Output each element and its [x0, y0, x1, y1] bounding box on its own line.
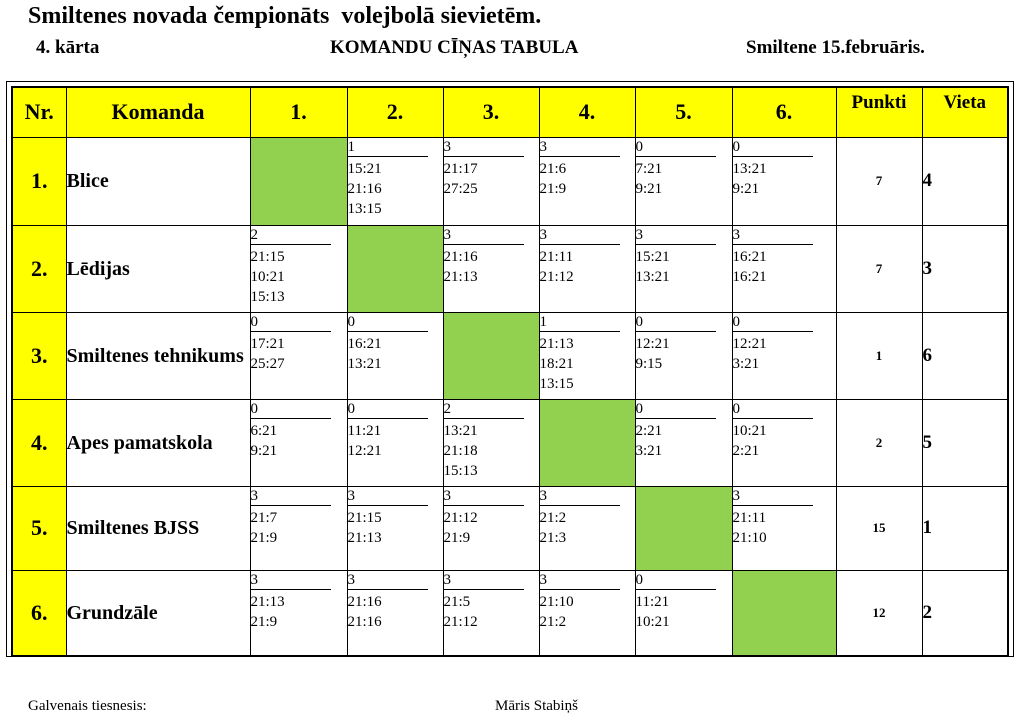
diagonal-cell — [347, 225, 443, 312]
place-date: Smiltene 15.februāris. — [746, 37, 925, 58]
set-score: 13:15 — [539, 375, 574, 392]
team-name: Grundzāle — [66, 570, 250, 656]
set-score: 13:21 — [443, 422, 478, 439]
set-score: 21:7 — [250, 509, 278, 526]
match-score: 3 — [733, 487, 813, 506]
match-result — [732, 225, 836, 312]
table-row — [12, 486, 1008, 570]
team-place: 1 — [922, 486, 1008, 570]
set-score: 16:21 — [732, 268, 767, 285]
match-score: 3 — [444, 226, 524, 245]
header-team: Komanda — [66, 87, 250, 137]
set-score: 21:13 — [539, 335, 574, 352]
set-score: 15:13 — [250, 288, 285, 305]
set-score: 13:21 — [347, 355, 382, 372]
set-score: 21:9 — [250, 613, 278, 630]
team-place: 4 — [922, 137, 1008, 225]
header-col-1: 1. — [250, 87, 347, 137]
team-place: 3 — [922, 225, 1008, 312]
match-result — [250, 312, 347, 399]
match-score: 2 — [251, 226, 331, 245]
set-score: 21:16 — [347, 613, 382, 630]
match-result — [539, 312, 635, 399]
match-score: 0 — [636, 400, 716, 419]
diagonal-cell — [443, 312, 539, 399]
match-result — [250, 225, 347, 312]
set-score: 16:21 — [732, 248, 767, 265]
match-score: 1 — [348, 138, 428, 157]
diagonal-cell — [250, 137, 347, 225]
match-result — [347, 399, 443, 486]
match-score: 3 — [348, 487, 428, 506]
set-score: 25:27 — [250, 355, 285, 372]
set-score: 27:25 — [443, 180, 478, 197]
set-score: 21:12 — [443, 613, 478, 630]
match-score: 0 — [636, 571, 716, 590]
judge-name: Māris Stabiņš — [495, 698, 578, 714]
match-score: 0 — [636, 313, 716, 332]
set-score: 9:15 — [635, 355, 663, 372]
header-col-3: 3. — [443, 87, 539, 137]
set-score: 21:13 — [443, 268, 478, 285]
match-result — [635, 399, 732, 486]
match-score: 0 — [733, 138, 813, 157]
row-number: 1. — [12, 137, 66, 225]
set-score: 7:21 — [635, 160, 663, 177]
document-title: Smiltenes novada čempionāts volejbolā sievietēm. — [28, 3, 542, 29]
team-place: 5 — [922, 399, 1008, 486]
match-result — [635, 137, 732, 225]
set-score: 21:11 — [539, 248, 574, 265]
set-score: 21:6 — [539, 160, 567, 177]
team-points: 2 — [836, 399, 922, 486]
team-place: 6 — [922, 312, 1008, 399]
match-score: 0 — [733, 313, 813, 332]
match-result — [732, 312, 836, 399]
match-score: 3 — [251, 487, 331, 506]
set-score: 21:3 — [539, 529, 567, 546]
team-name: Apes pamatskola — [66, 399, 250, 486]
match-score: 3 — [540, 138, 620, 157]
set-score: 11:21 — [635, 593, 670, 610]
match-score: 3 — [444, 138, 524, 157]
match-result — [347, 486, 443, 570]
team-name: Lēdijas — [66, 225, 250, 312]
set-score: 21:16 — [443, 248, 478, 265]
table-row — [12, 399, 1008, 486]
match-result — [443, 137, 539, 225]
set-score: 17:21 — [250, 335, 285, 352]
match-result — [347, 312, 443, 399]
set-score: 21:9 — [250, 529, 278, 546]
match-score: 3 — [348, 571, 428, 590]
set-score: 21:16 — [347, 593, 382, 610]
match-result — [539, 225, 635, 312]
match-score: 0 — [251, 313, 331, 332]
match-result — [732, 486, 836, 570]
set-score: 21:17 — [443, 160, 478, 177]
round-label: 4. kārta — [36, 37, 100, 58]
team-place: 2 — [922, 570, 1008, 656]
match-score: 3 — [444, 487, 524, 506]
header-col-4: 4. — [539, 87, 635, 137]
match-result — [732, 399, 836, 486]
set-score: 3:21 — [635, 442, 663, 459]
set-score: 11:21 — [347, 422, 382, 439]
set-score: 13:21 — [732, 160, 767, 177]
set-score: 13:21 — [635, 268, 670, 285]
header-col-5: 5. — [635, 87, 732, 137]
set-score: 10:21 — [250, 268, 285, 285]
team-points: 7 — [836, 137, 922, 225]
set-score: 18:21 — [539, 355, 574, 372]
team-points: 12 — [836, 570, 922, 656]
match-result — [443, 570, 539, 656]
table-subtitle: KOMANDU CĪŅAS TABULA — [330, 37, 579, 58]
set-score: 21:9 — [539, 180, 567, 197]
team-name: Blice — [66, 137, 250, 225]
results-table — [11, 86, 1009, 657]
team-points: 7 — [836, 225, 922, 312]
match-score: 0 — [636, 138, 716, 157]
set-score: 9:21 — [732, 180, 760, 197]
set-score: 2:21 — [635, 422, 663, 439]
set-score: 6:21 — [250, 422, 278, 439]
set-score: 21:15 — [347, 509, 382, 526]
row-number: 4. — [12, 399, 66, 486]
set-score: 12:21 — [732, 335, 767, 352]
header-nr: Nr. — [12, 87, 66, 137]
match-score: 3 — [540, 487, 620, 506]
set-score: 21:2 — [539, 613, 567, 630]
match-result — [443, 399, 539, 486]
row-number: 5. — [12, 486, 66, 570]
table-row — [12, 137, 1008, 225]
diagonal-cell — [539, 399, 635, 486]
set-score: 15:21 — [635, 248, 670, 265]
match-score: 3 — [733, 226, 813, 245]
judge-label: Galvenais tiesnesis: — [28, 698, 147, 714]
match-score: 3 — [636, 226, 716, 245]
match-score: 0 — [348, 400, 428, 419]
header-col-2: 2. — [347, 87, 443, 137]
set-score: 16:21 — [347, 335, 382, 352]
match-score: 1 — [540, 313, 620, 332]
set-score: 10:21 — [732, 422, 767, 439]
set-score: 21:12 — [539, 268, 574, 285]
match-result — [347, 137, 443, 225]
set-score: 15:13 — [443, 462, 478, 479]
match-score: 3 — [444, 571, 524, 590]
team-points: 15 — [836, 486, 922, 570]
row-number: 3. — [12, 312, 66, 399]
set-score: 3:21 — [732, 355, 760, 372]
team-name: Smiltenes tehnikums — [66, 312, 250, 399]
match-result — [250, 486, 347, 570]
header-col-6: 6. — [732, 87, 836, 137]
set-score: 21:5 — [443, 593, 471, 610]
diagonal-cell — [635, 486, 732, 570]
team-points: 1 — [836, 312, 922, 399]
match-result — [635, 570, 732, 656]
set-score: 21:16 — [347, 180, 382, 197]
match-score: 3 — [251, 571, 331, 590]
table-row — [12, 312, 1008, 399]
set-score: 21:18 — [443, 442, 478, 459]
header-place: Vieta — [922, 87, 1008, 137]
match-score: 3 — [540, 571, 620, 590]
match-result — [539, 486, 635, 570]
set-score: 21:10 — [732, 529, 767, 546]
match-score: 2 — [444, 400, 524, 419]
match-result — [347, 570, 443, 656]
set-score: 9:21 — [635, 180, 663, 197]
match-result — [443, 486, 539, 570]
team-name: Smiltenes BJSS — [66, 486, 250, 570]
set-score: 21:9 — [443, 529, 471, 546]
match-result — [635, 225, 732, 312]
set-score: 15:21 — [347, 160, 382, 177]
set-score: 21:15 — [250, 248, 285, 265]
header-row — [12, 87, 1008, 137]
match-score: 0 — [348, 313, 428, 332]
match-result — [539, 570, 635, 656]
match-score: 0 — [733, 400, 813, 419]
match-result — [250, 570, 347, 656]
match-result — [732, 137, 836, 225]
set-score: 21:2 — [539, 509, 567, 526]
table-row — [12, 225, 1008, 312]
set-score: 9:21 — [250, 442, 278, 459]
row-number: 2. — [12, 225, 66, 312]
diagonal-cell — [732, 570, 836, 656]
set-score: 10:21 — [635, 613, 670, 630]
header-points: Punkti — [836, 87, 922, 137]
match-result — [635, 312, 732, 399]
set-score: 21:12 — [443, 509, 478, 526]
set-score: 12:21 — [347, 442, 382, 459]
match-result — [443, 225, 539, 312]
match-score: 0 — [251, 400, 331, 419]
set-score: 21:10 — [539, 593, 574, 610]
set-score: 21:13 — [250, 593, 285, 610]
match-result — [250, 399, 347, 486]
set-score: 21:11 — [732, 509, 767, 526]
set-score: 2:21 — [732, 442, 760, 459]
set-score: 12:21 — [635, 335, 670, 352]
table-row — [12, 570, 1008, 656]
set-score: 21:13 — [347, 529, 382, 546]
match-result — [539, 137, 635, 225]
match-score: 3 — [540, 226, 620, 245]
row-number: 6. — [12, 570, 66, 656]
set-score: 13:15 — [347, 200, 382, 217]
